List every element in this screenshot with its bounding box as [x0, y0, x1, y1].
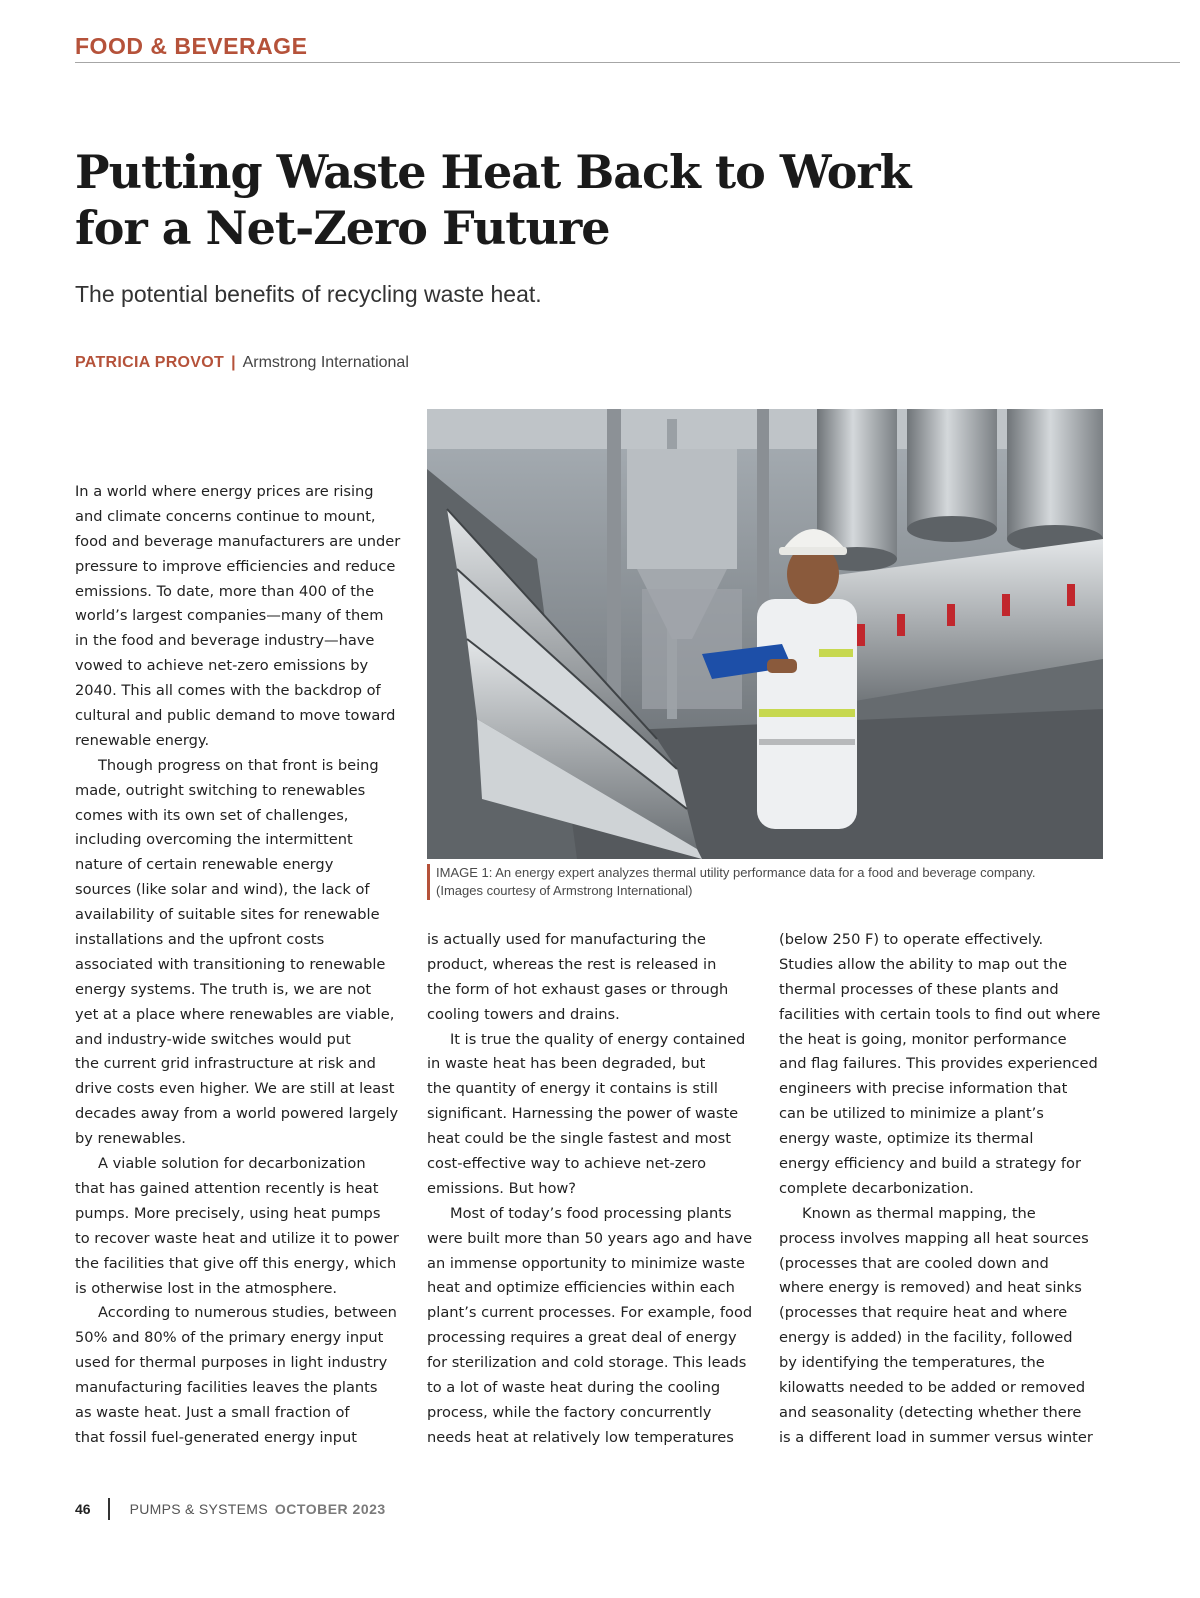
- text-line: manufacturing facilities leaves the plants: [75, 1379, 378, 1397]
- text-line: emissions. To date, more than 400 of the: [75, 582, 375, 600]
- text-line: product, whereas the rest is released in: [427, 955, 717, 973]
- text-line: (processes that are cooled down and: [779, 1254, 1049, 1272]
- author-name: PATRICIA PROVOT: [75, 354, 225, 371]
- text-line: food and beverage manufacturers are under: [75, 532, 401, 550]
- text-line: A viable solution for decarbonization: [98, 1155, 366, 1173]
- text-line: including overcoming the intermittent: [75, 831, 353, 849]
- text-line: the current grid infrastructure at risk and: [75, 1055, 376, 1073]
- title-line-1: Putting Waste Heat Back to Work: [75, 145, 911, 199]
- text-line: to recover waste heat and utilize it to power: [75, 1229, 399, 1247]
- text-line: According to numerous studies, between: [98, 1304, 397, 1322]
- author-affiliation: Armstrong International: [242, 354, 409, 371]
- text-line: processing requires a great deal of energy: [427, 1329, 737, 1347]
- text-line: where energy is removed) and heat sinks: [779, 1279, 1082, 1297]
- text-line: the facilities that give off this energy, which: [75, 1254, 397, 1272]
- text-line: sources (like solar and wind), the lack of: [75, 881, 370, 899]
- text-line: in waste heat has been degraded, but: [427, 1055, 706, 1073]
- image-caption: [427, 864, 1103, 900]
- text-line: 50% and 80% of the primary energy input: [75, 1329, 384, 1347]
- byline: [75, 354, 409, 372]
- text-line: cultural and public demand to move toward: [75, 707, 396, 725]
- article-photo: [427, 409, 1103, 859]
- section-divider: [75, 62, 1180, 63]
- text-line: heat could be the single fastest and most: [427, 1130, 731, 1148]
- text-line: is actually used for manufacturing the: [427, 931, 706, 948]
- text-line: facilities with certain tools to find out where: [779, 1005, 1101, 1023]
- text-line: thermal processes of these plants and: [779, 980, 1059, 998]
- body-column-2: [427, 928, 757, 1451]
- text-line: energy efficiency and build a strategy for: [779, 1155, 1081, 1173]
- text-line: as waste heat. Just a small fraction of: [75, 1403, 350, 1421]
- text-line: vowed to achieve net-zero emissions by: [75, 657, 369, 675]
- text-line: emissions. But how?: [427, 1179, 577, 1197]
- text-line: complete decarbonization.: [779, 1179, 974, 1197]
- text-line: that fossil fuel-generated energy input: [75, 1428, 358, 1446]
- text-line: decades away from a world powered largely: [75, 1105, 399, 1123]
- text-line: comes with its own set of challenges,: [75, 806, 349, 824]
- title-line-2: for a Net-Zero Future: [75, 201, 610, 255]
- text-line: pressure to improve efficiencies and reduce: [75, 557, 396, 575]
- text-line: the form of hot exhaust gases or through: [427, 980, 729, 998]
- byline-separator: |: [231, 354, 236, 371]
- text-line: plant’s current processes. For example, food: [427, 1304, 753, 1322]
- text-line: and climate concerns continue to mount,: [75, 507, 376, 525]
- text-line: installations and the upfront costs: [75, 931, 325, 949]
- text-line: an immense opportunity to minimize waste: [427, 1254, 746, 1272]
- text-line: significant. Harnessing the power of waste: [427, 1105, 739, 1123]
- text-line: (processes that require heat and where: [779, 1304, 1068, 1322]
- caption-line-1: IMAGE 1: An energy expert analyzes thermal utility performance data for a food and beverage company.: [436, 865, 1036, 880]
- text-line: drive costs even higher. We are still at least: [75, 1080, 395, 1098]
- issue-date: OCTOBER 2023: [274, 1501, 386, 1517]
- text-line: 2040. This all comes with the backdrop of: [75, 682, 381, 700]
- text-line: pumps. More precisely, using heat pumps: [75, 1204, 381, 1222]
- text-line: nature of certain renewable energy: [75, 856, 334, 874]
- text-line: availability of suitable sites for renewable: [75, 906, 380, 924]
- text-line: yet at a place where renewables are viable,: [75, 1005, 395, 1023]
- text-line: engineers with precise information that: [779, 1080, 1068, 1098]
- caption-line-2: (Images courtesy of Armstrong International): [436, 883, 693, 898]
- text-line: Known as thermal mapping, the: [802, 1204, 1036, 1222]
- text-line: world’s largest companies—many of them: [75, 607, 384, 625]
- text-line: In a world where energy prices are rising: [75, 483, 374, 500]
- text-line: associated with transitioning to renewable: [75, 955, 386, 973]
- text-line: that has gained attention recently is heat: [75, 1179, 379, 1197]
- text-line: and industry-wide switches would put: [75, 1030, 351, 1048]
- text-line: for sterilization and cold storage. This leads: [427, 1354, 747, 1372]
- text-line: cooling towers and drains.: [427, 1005, 620, 1023]
- text-line: energy systems. The truth is, we are not: [75, 980, 372, 998]
- text-line: process, while the factory concurrently: [427, 1403, 712, 1421]
- section-label: FOOD & BEVERAGE: [75, 33, 308, 59]
- page-number: 46: [75, 1501, 91, 1517]
- text-line: energy is added) in the facility, followed: [779, 1329, 1073, 1347]
- footer-divider: [108, 1498, 110, 1520]
- text-line: used for thermal purposes in light industry: [75, 1354, 388, 1372]
- text-line: heat and optimize efficiencies within each: [427, 1279, 735, 1297]
- text-line: Though progress on that front is being: [98, 756, 379, 774]
- body-column-1: [75, 480, 405, 1451]
- text-line: and seasonality (detecting whether there: [779, 1403, 1082, 1421]
- text-line: made, outright switching to renewables: [75, 781, 366, 799]
- text-line: Studies allow the ability to map out the: [779, 955, 1068, 973]
- text-line: It is true the quality of energy contained: [450, 1030, 746, 1048]
- text-line: is a different load in summer versus winter: [779, 1428, 1093, 1446]
- text-line: can be utilized to minimize a plant’s: [779, 1105, 1044, 1123]
- text-line: by renewables.: [75, 1130, 186, 1148]
- text-line: kilowatts needed to be added or removed: [779, 1379, 1086, 1397]
- page-footer: [75, 1497, 386, 1521]
- publication-name: PUMPS & SYSTEMS: [129, 1501, 268, 1517]
- text-line: needs heat at relatively low temperatures: [427, 1428, 734, 1446]
- text-line: the quantity of energy it contains is still: [427, 1080, 718, 1098]
- text-line: to a lot of waste heat during the cooling: [427, 1379, 721, 1397]
- text-line: (below 250 F) to operate effectively.: [779, 931, 1044, 948]
- text-line: process involves mapping all heat sources: [779, 1229, 1089, 1247]
- factory-worker-illustration: [427, 409, 1103, 859]
- text-line: the heat is going, monitor performance: [779, 1030, 1067, 1048]
- text-line: in the food and beverage industry—have: [75, 632, 375, 650]
- text-line: Most of today’s food processing plants: [450, 1204, 732, 1222]
- text-line: is otherwise lost in the atmosphere.: [75, 1279, 338, 1297]
- body-column-3: [779, 928, 1109, 1451]
- text-line: by identifying the temperatures, the: [779, 1354, 1045, 1372]
- text-line: cost-effective way to achieve net-zero: [427, 1155, 707, 1173]
- article-subtitle: The potential benefits of recycling waste heat.: [75, 281, 542, 307]
- text-line: and flag failures. This provides experienced: [779, 1055, 1098, 1073]
- article-title: [75, 144, 975, 256]
- text-line: were built more than 50 years ago and have: [427, 1229, 753, 1247]
- text-line: renewable energy.: [75, 731, 210, 749]
- text-line: energy waste, optimize its thermal: [779, 1130, 1034, 1148]
